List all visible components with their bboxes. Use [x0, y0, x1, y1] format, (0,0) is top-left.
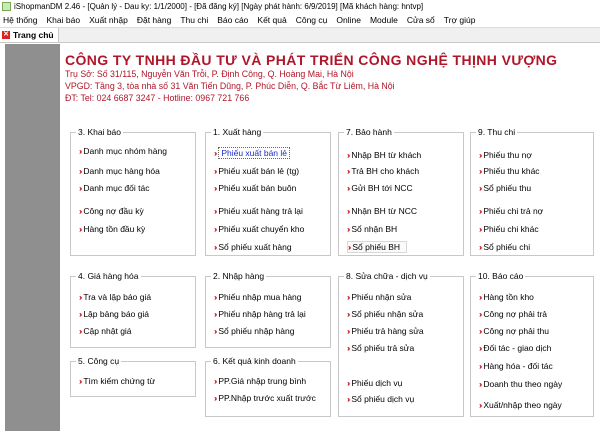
group-title: 7. Bảo hành — [346, 127, 392, 137]
group-4 — [470, 127, 594, 256]
menu-link-label: Sổ phiếu dịch vụ — [351, 394, 415, 404]
menu-he-thong[interactable]: Hệ thống — [3, 15, 38, 25]
company-office: VPGD: Tầng 3, tòa nhà số 31 Văn Tiến Dũng, P. Phúc Diễn, Q. Bắc Từ Liêm, Hà Nội — [65, 81, 395, 91]
menu-link[interactable] — [347, 308, 423, 320]
menu-link-label: Doanh thu theo ngày — [483, 379, 563, 389]
menu-link[interactable] — [347, 205, 417, 217]
group-7 — [338, 271, 464, 417]
menu-link[interactable] — [479, 205, 543, 217]
group-5 — [70, 271, 196, 348]
double-arrow-icon: ›› — [348, 242, 350, 252]
menu-link-label: Phiếu chi trả nợ — [483, 206, 544, 216]
menu-link[interactable] — [214, 325, 294, 337]
double-arrow-icon: ›› — [479, 183, 481, 193]
menu-link[interactable] — [214, 205, 303, 217]
menu-link[interactable] — [214, 182, 296, 194]
menu-link-label: Tìm kiếm chứng từ — [83, 376, 156, 386]
menu-link[interactable] — [214, 375, 306, 387]
menu-link-label: Đối tác - giao dịch — [483, 343, 552, 353]
menu-link[interactable] — [79, 223, 145, 235]
tab-label: Trang chủ — [13, 30, 54, 40]
menu-link-label: Danh mục hàng hóa — [83, 166, 160, 176]
group-10 — [205, 356, 331, 417]
double-arrow-icon: ›› — [347, 150, 349, 160]
menu-link[interactable] — [214, 392, 316, 404]
menu-cong-cu[interactable]: Công cụ — [295, 15, 328, 25]
menu-tro-giup[interactable]: Trợ giúp — [443, 15, 476, 25]
left-sidebar — [5, 44, 60, 431]
company-address: Trụ Sở: Số 31/115, Nguyễn Văn Trỗi, P. Định Công, Q. Hoàng Mai, Hà Nội — [65, 69, 354, 79]
menu-bao-cao[interactable]: Báo cáo — [217, 15, 249, 25]
double-arrow-icon: ›› — [214, 376, 216, 386]
tab-bar — [0, 28, 600, 43]
menu-link[interactable] — [347, 223, 397, 235]
double-arrow-icon: ›› — [347, 166, 349, 176]
menu-link-label: Phiếu thu nợ — [483, 150, 532, 160]
double-arrow-icon: ›› — [214, 166, 216, 176]
menu-link-label: Sổ phiếu BH — [352, 242, 401, 252]
double-arrow-icon: ›› — [347, 224, 349, 234]
menu-link-label: Nhận BH từ NCC — [351, 206, 418, 216]
group-3 — [338, 127, 464, 256]
menu-link[interactable] — [214, 147, 290, 159]
window-titlebar — [0, 0, 600, 13]
menu-link-label: Lập bảng báo giá — [83, 309, 150, 319]
group-title: 1. Xuất hàng — [213, 127, 262, 137]
double-arrow-icon: ›› — [347, 206, 349, 216]
double-arrow-icon: ›› — [79, 206, 81, 216]
menu-link-label: Phiếu dịch vụ — [351, 378, 403, 388]
menu-link-label: Nhập BH từ khách — [351, 150, 422, 160]
menu-link[interactable] — [479, 360, 553, 372]
company-name: CÔNG TY TNHH ĐẦU TƯ VÀ PHÁT TRIỂN CÔNG NGHỆ THỊNH VƯỢNG — [65, 52, 558, 68]
menu-link-label: Xuất/nhập theo ngày — [483, 400, 562, 410]
menu-link[interactable] — [479, 182, 531, 194]
double-arrow-icon: ›› — [214, 309, 216, 319]
group-1 — [70, 127, 196, 256]
menu-link[interactable] — [79, 182, 149, 194]
menu-link-label: Sổ phiếu trả sửa — [351, 343, 415, 353]
double-arrow-icon: ›› — [479, 343, 481, 353]
group-9 — [70, 356, 196, 397]
double-arrow-icon: ›› — [79, 146, 81, 156]
double-arrow-icon: ›› — [79, 292, 81, 302]
menu-link-label: PP.Giá nhập trung bình — [218, 376, 307, 386]
menu-link[interactable] — [347, 393, 414, 405]
menu-link-label: Công nợ phải thu — [483, 326, 549, 336]
menu-link-label: Danh mục đối tác — [83, 183, 150, 193]
menu-link[interactable] — [479, 308, 547, 320]
tab-trang-chu[interactable] — [0, 28, 59, 42]
menu-link-label: Phiếu xuất bán lẻ (tg) — [218, 166, 300, 176]
menu-link[interactable] — [347, 165, 419, 177]
menu-link[interactable] — [214, 223, 304, 235]
close-icon[interactable]: ✕ — [3, 31, 9, 38]
menu-link-label: Công nợ đầu kỳ — [83, 206, 144, 216]
double-arrow-icon: ›› — [479, 326, 481, 336]
double-arrow-icon: ›› — [214, 292, 216, 302]
menu-link[interactable] — [79, 291, 151, 303]
menu-link-label: Sổ phiếu xuất hàng — [218, 242, 292, 252]
menu-link[interactable] — [214, 308, 306, 320]
group-2 — [205, 127, 331, 256]
double-arrow-icon: ›› — [347, 326, 349, 336]
menu-thu-chi[interactable]: Thu chi — [180, 15, 209, 25]
double-arrow-icon: ›› — [347, 343, 349, 353]
menu-link[interactable] — [479, 291, 534, 303]
double-arrow-icon: ›› — [479, 206, 481, 216]
menu-link[interactable] — [79, 205, 144, 217]
group-title: 6. Kết quả kinh doanh — [213, 356, 296, 366]
menu-link-label: Sổ phiếu nhận sửa — [351, 309, 424, 319]
menu-link-label: PP.Nhập trước xuất trước — [218, 393, 316, 403]
double-arrow-icon: ›› — [214, 242, 216, 252]
menu-link-label: Sổ nhận BH — [351, 224, 398, 234]
double-arrow-icon: ›› — [347, 394, 349, 404]
app-icon — [2, 2, 11, 11]
menu-link[interactable] — [479, 241, 530, 253]
menu-link[interactable] — [79, 308, 149, 320]
menu-link-label: Phiếu nhập mua hàng — [218, 292, 302, 302]
menu-link[interactable] — [214, 241, 292, 253]
menu-link-label: Sổ phiếu thu — [483, 183, 532, 193]
menu-link[interactable] — [79, 375, 155, 387]
double-arrow-icon: ›› — [479, 292, 481, 302]
double-arrow-icon: ›› — [214, 393, 216, 403]
group-title: 9. Thu chi — [478, 127, 516, 137]
menu-module[interactable]: Module — [369, 15, 398, 25]
double-arrow-icon: ›› — [347, 378, 349, 388]
menu-link[interactable] — [479, 342, 551, 354]
double-arrow-icon: ›› — [479, 242, 481, 252]
double-arrow-icon: ›› — [79, 224, 81, 234]
group-title: 8. Sửa chữa - dịch vụ — [346, 271, 428, 281]
double-arrow-icon: ›› — [479, 361, 481, 371]
double-arrow-icon: ›› — [479, 379, 481, 389]
menu-link-label: Phiếu xuất bán lẻ — [218, 147, 290, 159]
menu-link[interactable] — [79, 145, 167, 157]
group-title: 4. Giá hàng hóa — [78, 271, 139, 281]
menu-link-label: Sổ phiếu nhập hàng — [218, 326, 295, 336]
menu-link[interactable] — [479, 325, 549, 337]
menu-link-label: Phiếu nhập hàng trả lại — [218, 309, 306, 319]
menu-link[interactable] — [214, 165, 299, 177]
menu-link-label: Phiếu trả hàng sửa — [351, 326, 424, 336]
menu-link[interactable] — [479, 223, 539, 235]
group-title: 3. Khai báo — [78, 127, 122, 137]
double-arrow-icon: ›› — [479, 150, 481, 160]
menu-link-label: Công nợ phải trả — [483, 309, 548, 319]
menu-cua-so[interactable]: Cửa sổ — [406, 15, 435, 25]
menu-link[interactable] — [79, 165, 160, 177]
menu-link[interactable] — [79, 325, 132, 337]
menu-link-label: Hàng hóa - đối tác — [483, 361, 553, 371]
menu-link-label: Phiếu xuất chuyển kho — [218, 224, 305, 234]
menu-link-label: Tra và lập báo giá — [83, 292, 152, 302]
double-arrow-icon: ›› — [214, 148, 216, 158]
double-arrow-icon: ›› — [79, 309, 81, 319]
menu-link-label: Phiếu thu khác — [483, 166, 540, 176]
menu-link-label: Hàng tồn kho — [483, 292, 534, 302]
double-arrow-icon: ›› — [347, 309, 349, 319]
window-title: iShopmanDM 2.46 - [Quản lý - Dau ky: 1/1/2000] - [Đã đăng ký] [Ngày phát hành: 6/9/2019] [Mã khách hàng: hntvp] — [14, 2, 424, 11]
double-arrow-icon: ›› — [347, 183, 349, 193]
menu-ket-qua[interactable]: Kết quả — [257, 15, 287, 25]
double-arrow-icon: ›› — [214, 206, 216, 216]
menu-link[interactable] — [347, 182, 413, 194]
double-arrow-icon: ›› — [79, 326, 81, 336]
menu-link[interactable] — [347, 149, 421, 161]
menu-link-label: Phiếu nhận sửa — [351, 292, 412, 302]
menu-link-label: Sổ phiếu chi — [483, 242, 531, 252]
group-title: 10. Báo cáo — [478, 271, 524, 281]
menu-link-label: Danh mục nhóm hàng — [83, 146, 167, 156]
menu-link[interactable] — [479, 149, 532, 161]
group-8 — [470, 271, 594, 417]
group-title: 2. Nhập hàng — [213, 271, 265, 281]
menu-link[interactable] — [479, 378, 562, 390]
company-phone: ĐT: Tel: 024 6687 3247 - Hotline: 0967 721 766 — [65, 93, 250, 103]
menu-link-label: Phiếu chi khác — [483, 224, 539, 234]
double-arrow-icon: ›› — [79, 183, 81, 193]
menu-online[interactable]: Online — [336, 15, 361, 25]
double-arrow-icon: ›› — [479, 166, 481, 176]
menu-link[interactable] — [347, 291, 411, 303]
menu-link[interactable] — [214, 291, 302, 303]
menu-link-label: Trả BH cho khách — [351, 166, 420, 176]
double-arrow-icon: ›› — [214, 183, 216, 193]
double-arrow-icon: ›› — [479, 309, 481, 319]
double-arrow-icon: ›› — [214, 326, 216, 336]
menu-khai-bao[interactable]: Khai báo — [46, 15, 81, 25]
menu-link[interactable] — [347, 325, 424, 337]
menu-dat-hang[interactable]: Đặt hàng — [136, 15, 172, 25]
menu-xuat-nhap[interactable]: Xuất nhập — [89, 15, 128, 25]
menu-link[interactable] — [347, 342, 414, 354]
menu-link[interactable] — [479, 165, 540, 177]
menu-link[interactable] — [347, 377, 402, 389]
menu-link[interactable] — [479, 399, 562, 411]
double-arrow-icon: ›› — [214, 224, 216, 234]
menu-link[interactable] — [347, 241, 407, 253]
double-arrow-icon: ›› — [479, 400, 481, 410]
double-arrow-icon: ›› — [79, 166, 81, 176]
double-arrow-icon: ›› — [347, 292, 349, 302]
menu-link-label: Phiếu xuất hàng trả lại — [218, 206, 303, 216]
double-arrow-icon: ›› — [79, 376, 81, 386]
menu-link-label: Cập nhật giá — [83, 326, 132, 336]
company-header — [65, 52, 595, 104]
menu-bar — [0, 13, 600, 28]
group-6 — [205, 271, 331, 348]
group-title: 5. Công cụ — [78, 356, 120, 366]
double-arrow-icon: ›› — [479, 224, 481, 234]
menu-link-label: Gửi BH tới NCC — [351, 183, 413, 193]
menu-link-label: Phiếu xuất bán buôn — [218, 183, 297, 193]
menu-link-label: Hàng tồn đầu kỳ — [83, 224, 146, 234]
